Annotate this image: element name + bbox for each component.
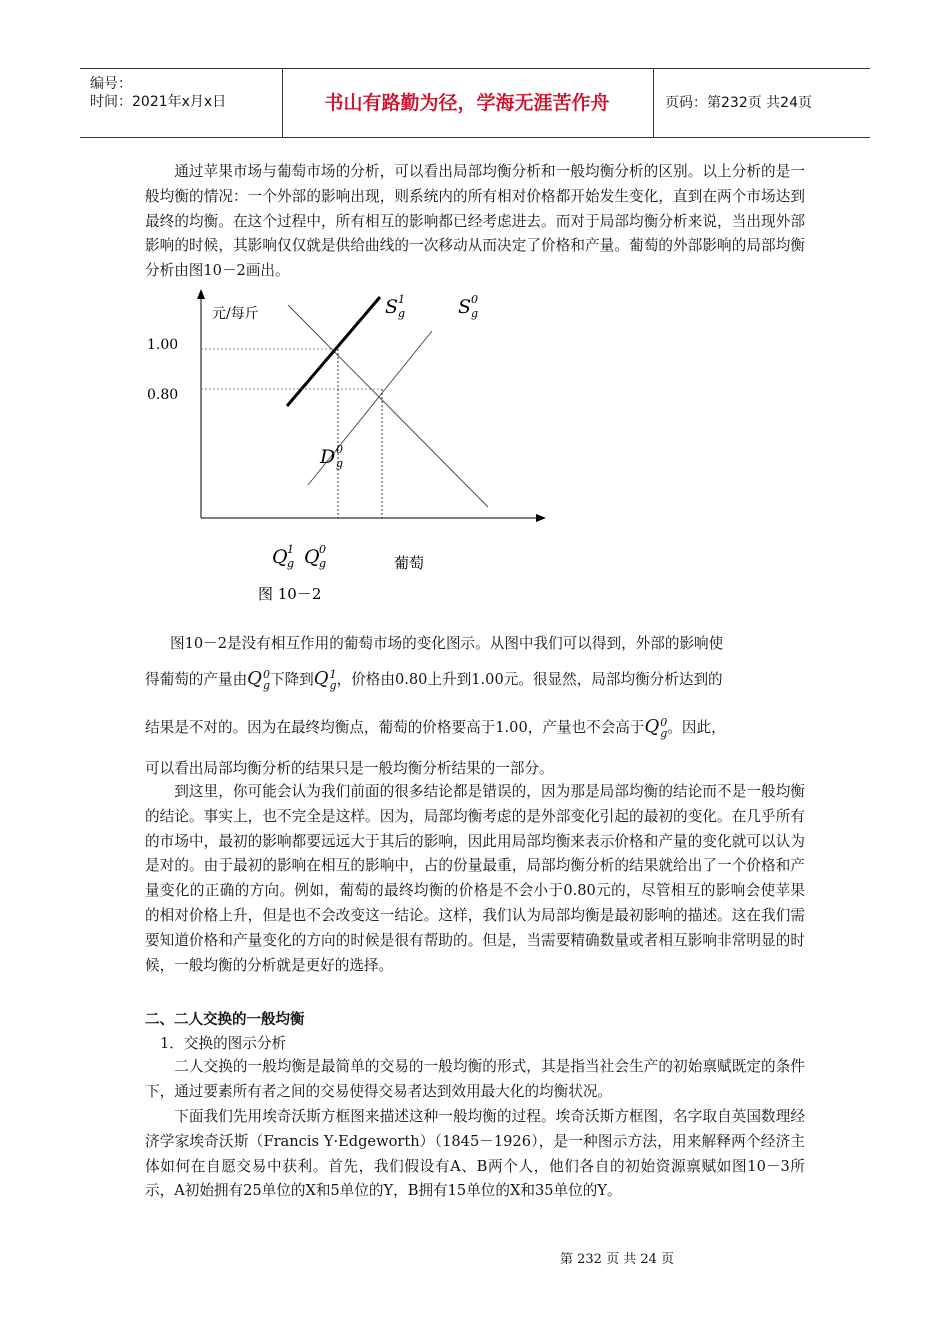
inline-q0 [247,668,270,692]
inline-q1-q: Q [313,668,329,689]
label-q0-sub: g [319,557,327,570]
paragraph-2-line-3 [145,716,726,739]
subsection-heading: 1．交换的图示分析 [160,1035,287,1052]
label-s1-sub: g [398,307,406,320]
paragraph-3: 到这里，你可能会认为我们前面的很多结论都是错误的，因为那是局部均衡的结论而不是一般均衡的结论。事实上，也不完全是这样。因为，局部均衡考虑的是外部变化引起的最初的变化。在几乎所有的市场中，最初的影响都要远远大于其后的影响，因此用局部均衡来表示价格和产量的变化就可以认为是对的。由于最初的影响在相互的影响中，占的份量最重，局部均衡分析的结果就给出了一个价格和产量变化的正确的方向。例如，葡萄的最终均衡的价格是不会小于0.80元的，尽管相互的影响会使苹果的相对价格上升，但是也不会改变这一结论。这样，我们认为局部均衡是最初影响的描述。这在我们需要知道价格和产量变化的方向的时候是很有帮助的。但是，当需要精确数量或者相互影响非常明显的时候，一般均衡的分析就是更好的选择。 [145,783,805,974]
supply-curve-s1 [287,297,380,406]
label-s0 [458,296,471,318]
inline-q1-sup: 1 [329,668,337,681]
label-d0-sub: g [336,457,344,470]
inline-q0-sup: 0 [660,716,668,729]
label-d0-d: D [320,446,336,468]
paragraph-2-text: ，价格由0.80上升到1.00元。很显然，局部均衡分析达到的 [336,671,723,688]
inline-q0-sub: g [262,679,270,692]
inline-q1-scripts [330,669,337,691]
header-divider [653,69,654,137]
inline-q0-sup: 0 [262,668,270,681]
inline-q0-q: Q [644,716,660,737]
inline-q0 [644,716,668,740]
inline-q0-sub: g [660,727,668,740]
label-q0-q: Q [304,546,320,568]
label-q0 [304,546,320,568]
label-s0-sup: 0 [471,293,478,306]
inline-q1-sub: g [329,679,337,692]
header-meta [90,75,226,111]
demand-curve-d0 [288,305,488,507]
label-s1-sup: 1 [398,293,405,306]
paragraph-2-text: 。因此， [667,719,726,736]
label-q1-sup: 1 [287,543,294,556]
header-date-label: 时间：2021年x月x日 [90,94,227,110]
section-heading: 二、二人交换的一般均衡 [145,1012,305,1028]
inline-q0-scripts [263,669,270,691]
paragraph-4: 二人交换的一般均衡是最简单的交易的一般均衡的形式，其是指当社会生产的初始禀赋既定的条件下，通过要素所有者之间的交易使得交易者达到效用最大化的均衡状况。 [145,1058,805,1100]
paragraph-2-line-4: 可以看出局部均衡分析的结果只是一般均衡分析结果的一部分。 [145,760,554,777]
page-footer: 第 232 页 共 24 页 [560,1252,675,1267]
x-axis-arrow [536,514,546,522]
label-s1 [385,296,398,318]
paragraph-2-text: 得葡萄的产量由 [145,671,248,688]
paragraph-2-text: 结果是不对的。因为在最终均衡点，葡萄的价格要高于1.00，产量也不会高于 [145,719,645,736]
inline-q1 [313,668,337,692]
paragraph-1: 通过苹果市场与葡萄市场的分析，可以看出局部均衡分析和一般均衡分析的区别。以上分析的是一般均衡的情况：一个外部的影响出现，则系统内的所有相对价格都开始发生变化，直到在两个市场达到最终的均衡。在这个过程中，所有相互的影响都已经考虑进去。而对于局部均衡分析来说，当出现外部影响的时候，其影响仅仅就是供给曲线的一次移动从而决定了价格和产量。葡萄的外部影响的局部均衡分析由图10－2画出。 [145,163,805,280]
figure-10-2 [140,285,560,625]
label-q0-sup: 0 [319,543,326,556]
header-motto: 书山有路勤为径，学海无涯苦作舟 [324,92,610,114]
paragraph-5: 下面我们先用埃奇沃斯方框图来描述这种一般均衡的过程。埃奇沃斯方框图，名字取自英国数理经济学家埃奇沃斯（Francis Y·Edgeworth）（1845－1926），是一种图示方法，用来解释两个经济主体如何在自愿交易中获利。首先，我们假设有A、B两个人，他们各自的初始资源禀赋如图10－3所示，A初始拥有25单位的X和5单位的Y，B拥有15单位的X和35单位的Y。 [145,1108,805,1200]
page-header [80,68,870,138]
y-axis-label: 元/每斤 [212,306,259,322]
header-number-label: 编号： [90,76,132,92]
paragraph-2-line-2 [145,668,723,691]
label-s0-sub: g [471,307,479,320]
label-d0 [319,446,335,468]
label-s1-s: S [385,296,399,318]
tick-label-100: 1.00 [147,337,179,353]
inline-q0-q: Q [247,668,262,689]
label-d0-sup: 0 [336,443,343,456]
header-page-label: 页码：第232页 共24页 [665,95,812,111]
label-q1-sub: g [287,557,295,570]
paragraph-2-text: 下降到 [269,671,314,688]
x-axis-label: 葡萄 [394,554,425,572]
tick-label-080: 0.80 [147,387,179,403]
label-q1 [272,546,288,568]
label-q1-q: Q [272,546,288,568]
y-axis-arrow [197,289,205,299]
figure-caption: 图 10－2 [258,585,322,603]
paragraph-2-line-1: 图10－2是没有相互作用的葡萄市场的变化图示。从图中我们可以得到，外部的影响使 [170,635,724,652]
label-s0-s: S [458,296,472,318]
